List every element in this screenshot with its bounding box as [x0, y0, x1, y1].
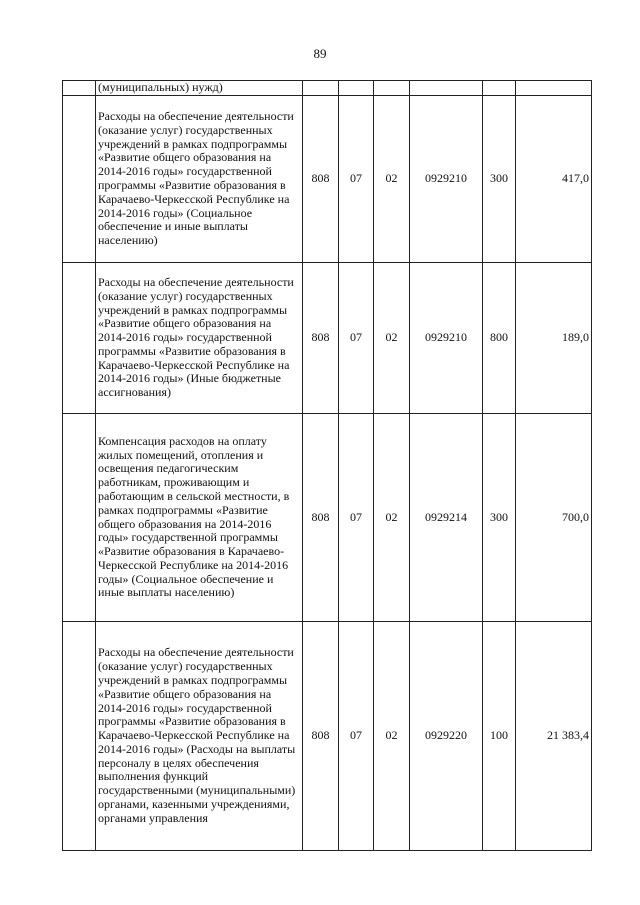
row-number-cell: [63, 81, 96, 96]
table-row: [63, 96, 592, 263]
ministry-cell: 808: [303, 96, 339, 263]
section-cell: 07: [339, 96, 374, 263]
ministry-cell: 808: [303, 263, 339, 414]
section-cell: 07: [339, 414, 374, 622]
target-cell: 0929214: [410, 414, 483, 622]
subsection-cell: 02: [374, 414, 410, 622]
description-cell: Расходы на обеспечение деятельности (оказание услуг) государственных учреждений в рамках подпрограммы «Развитие общего образования на 2014-2016 годы» государственной программы «Развитие образования в Карачаево-Черкесской Республике на 2014-2016 годы» (Социальное обеспечение и иные выплаты населению): [96, 96, 303, 263]
table-row: [63, 263, 592, 414]
description-cell: (муниципальных) нужд): [96, 81, 303, 96]
type-cell: 300: [483, 414, 516, 622]
row-number-cell: [63, 96, 96, 263]
description-cell: Расходы на обеспечение деятельности (оказание услуг) государственных учреждений в рамках подпрограммы «Развитие общего образования на 2014-2016 годы» государственной программы «Развитие образования в Карачаево-Черкесской Республике на 2014-2016 годы» (Иные бюджетные ассигнования): [96, 263, 303, 414]
page-number: 89: [313, 46, 327, 61]
amount-cell: 700,0: [516, 414, 592, 622]
row-number-cell: [63, 414, 96, 622]
type-cell: [483, 81, 516, 96]
section-cell: 07: [339, 263, 374, 414]
row-number-cell: [63, 263, 96, 414]
table-row: [63, 622, 592, 851]
amount-cell: [516, 81, 592, 96]
amount-cell: 21 383,4: [516, 622, 592, 851]
table-row-continuation: [63, 81, 592, 96]
type-cell: 300: [483, 96, 516, 263]
subsection-cell: 02: [374, 96, 410, 263]
ministry-cell: 808: [303, 622, 339, 851]
type-cell: 800: [483, 263, 516, 414]
amount-cell: 417,0: [516, 96, 592, 263]
budget-table: [62, 80, 592, 851]
subsection-cell: 02: [374, 622, 410, 851]
subsection-cell: 02: [374, 263, 410, 414]
description-cell: Компенсация расходов на оплату жилых помещений, отопления и освещения педагогическим работникам, проживающим и работающим в сельской местности, в рамках подпрограммы «Развитие общего образования на 2014-2016 годы» государственной программы «Развитие образования в Карачаево-Черкесской Республике на 2014-2016 годы» (Социальное обеспечение и иные выплаты населению): [96, 414, 303, 622]
target-cell: 0929210: [410, 263, 483, 414]
type-cell: 100: [483, 622, 516, 851]
row-number-cell: [63, 622, 96, 851]
target-cell: 0929220: [410, 622, 483, 851]
table-row: [63, 414, 592, 622]
description-cell: Расходы на обеспечение деятельности (оказание услуг) государственных учреждений в рамках подпрограммы «Развитие общего образования на 2014-2016 годы» государственной программы «Развитие образования в Карачаево-Черкесской Республике на 2014-2016 годы» (Расходы на выплаты персоналу в целях обеспечения выполнения функций государственными (муниципальными) органами, казенными учреждениями, органами управления: [96, 622, 303, 851]
ministry-cell: [303, 81, 339, 96]
subsection-cell: [374, 81, 410, 96]
target-cell: 0929210: [410, 96, 483, 263]
section-cell: [339, 81, 374, 96]
section-cell: 07: [339, 622, 374, 851]
amount-cell: 189,0: [516, 263, 592, 414]
ministry-cell: 808: [303, 414, 339, 622]
target-cell: [410, 81, 483, 96]
